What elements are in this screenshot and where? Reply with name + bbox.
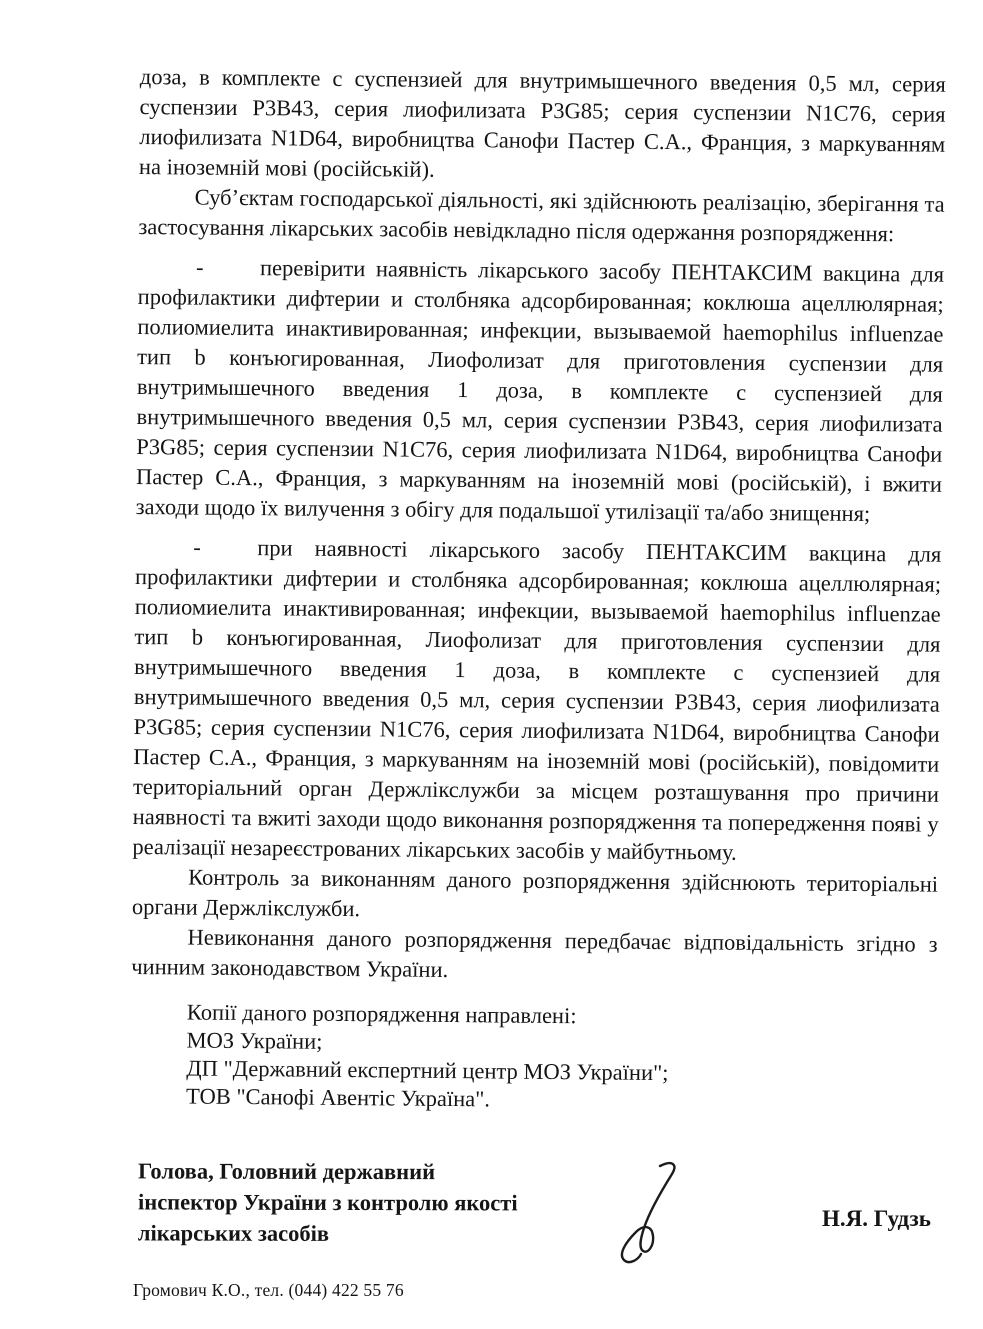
signatory-title-line-1: Голова, Головний державний [138, 1158, 436, 1185]
paragraph-bullet-if-present [132, 532, 941, 870]
signatory-title [138, 1155, 568, 1249]
copies-heading: Копії даного розпорядження направлені: [186, 999, 577, 1029]
paragraph-series-continuation: доза, в комплекте с суспензией для внутримышечного введения 0,5 мл, серия суспензии Р3В43, серия лиофилизата P3G85; серия суспензии N1C76, серия лиофилизата N1D64, виробництва Санофи Пастер С.А., Франция, з маркуванням на іноземній мові (російській). [138, 63, 946, 182]
signatory-title-line-3: лікарських засобів [137, 1220, 330, 1246]
bullet-text-check-availability: перевірити наявність лікарського засобу ПЕНТАКСИМ вакцина для профилактики дифтерии и столбняка адсорбированная; коклюша ацеллюлярная; полиомиелита инактивированная; инфекции, вызываемой haemophilus influenzae тип b конъюгированная, Лиофолизат для приготовления суспензии для внутримышечного введения 1 доза, в комплекте с суспензией для внутримышечного введения 0,5 мл, серия суспензии Р3В43, серия лиофилизата P3G85; серия суспензии N1C76, серия лиофилизата N1D64, виробництва Санофи Пастер С.А., Франция, з маркуванням на іноземній мові (російській), і вжити заходи щодо їх вилучення з обігу для подальшої утилізації та/або знищення; [135, 255, 945, 527]
paragraph-control: Контроль за виконанням даного розпорядження здійснюють територіальні органи Держлікслужби. [131, 864, 939, 922]
handwritten-signature [598, 1158, 708, 1270]
copies-item-moz: МОЗ України; [186, 1027, 323, 1054]
paragraph-subjects-of-activity: Суб’єктам господарської діяльності, які здійснюють реалізацію, зберігання та застосування лікарських засобів невідкладно після одержання розпорядження: [138, 184, 945, 247]
copies-item-sanofi: ТОВ "Санофі Авентіс Україна". [185, 1083, 491, 1112]
signatory-name: Н.Я. Гудзь [822, 1206, 931, 1231]
paragraph-non-compliance: Невиконання даного розпорядження передбачає відповідальність згідно з чинним законодавством України. [131, 924, 938, 982]
bullet-text-if-present: при наявності лікарського засобу ПЕНТАКСИМ вакцина для профилактики дифтерии и столбняка адсорбированная; коклюша ацеллюлярная; полиомиелита инактивированная; инфекции, вызываемой haemophilus influenzae тип b конъюгированная, Лиофолизат для приготовления суспензии для внутримышечного введения 1 доза, в комплекте с суспензией для внутримышечного введения 0,5 мл, серия суспензии Р3В43, серия лиофилизата P3G85; серия суспензии N1C76, серия лиофилизата N1D64, виробництва Санофи Пастер С.А., Франция, з маркуванням на іноземній мові (російській), повідомити територіальний орган Держлікслужби за місцем розташування про причини наявності та вжиті заходи щодо виконання розпорядження та попередження появі у реалізації незареєстрованих лікарських засобів у майбутньому. [132, 535, 942, 865]
signatory-title-line-2: інспектор України з контролю якості [137, 1189, 518, 1216]
executor-contact: Громович К.О., тел. (044) 422 55 76 [133, 1280, 404, 1300]
copies-item-expert-center: ДП "Державний експертний центр МОЗ України"; [186, 1055, 669, 1086]
copies-list [130, 998, 937, 1118]
document-body [130, 62, 946, 1118]
bullet-dash: - [193, 534, 201, 560]
bullet-dash: - [195, 254, 204, 280]
paragraph-bullet-check-availability [136, 252, 945, 530]
